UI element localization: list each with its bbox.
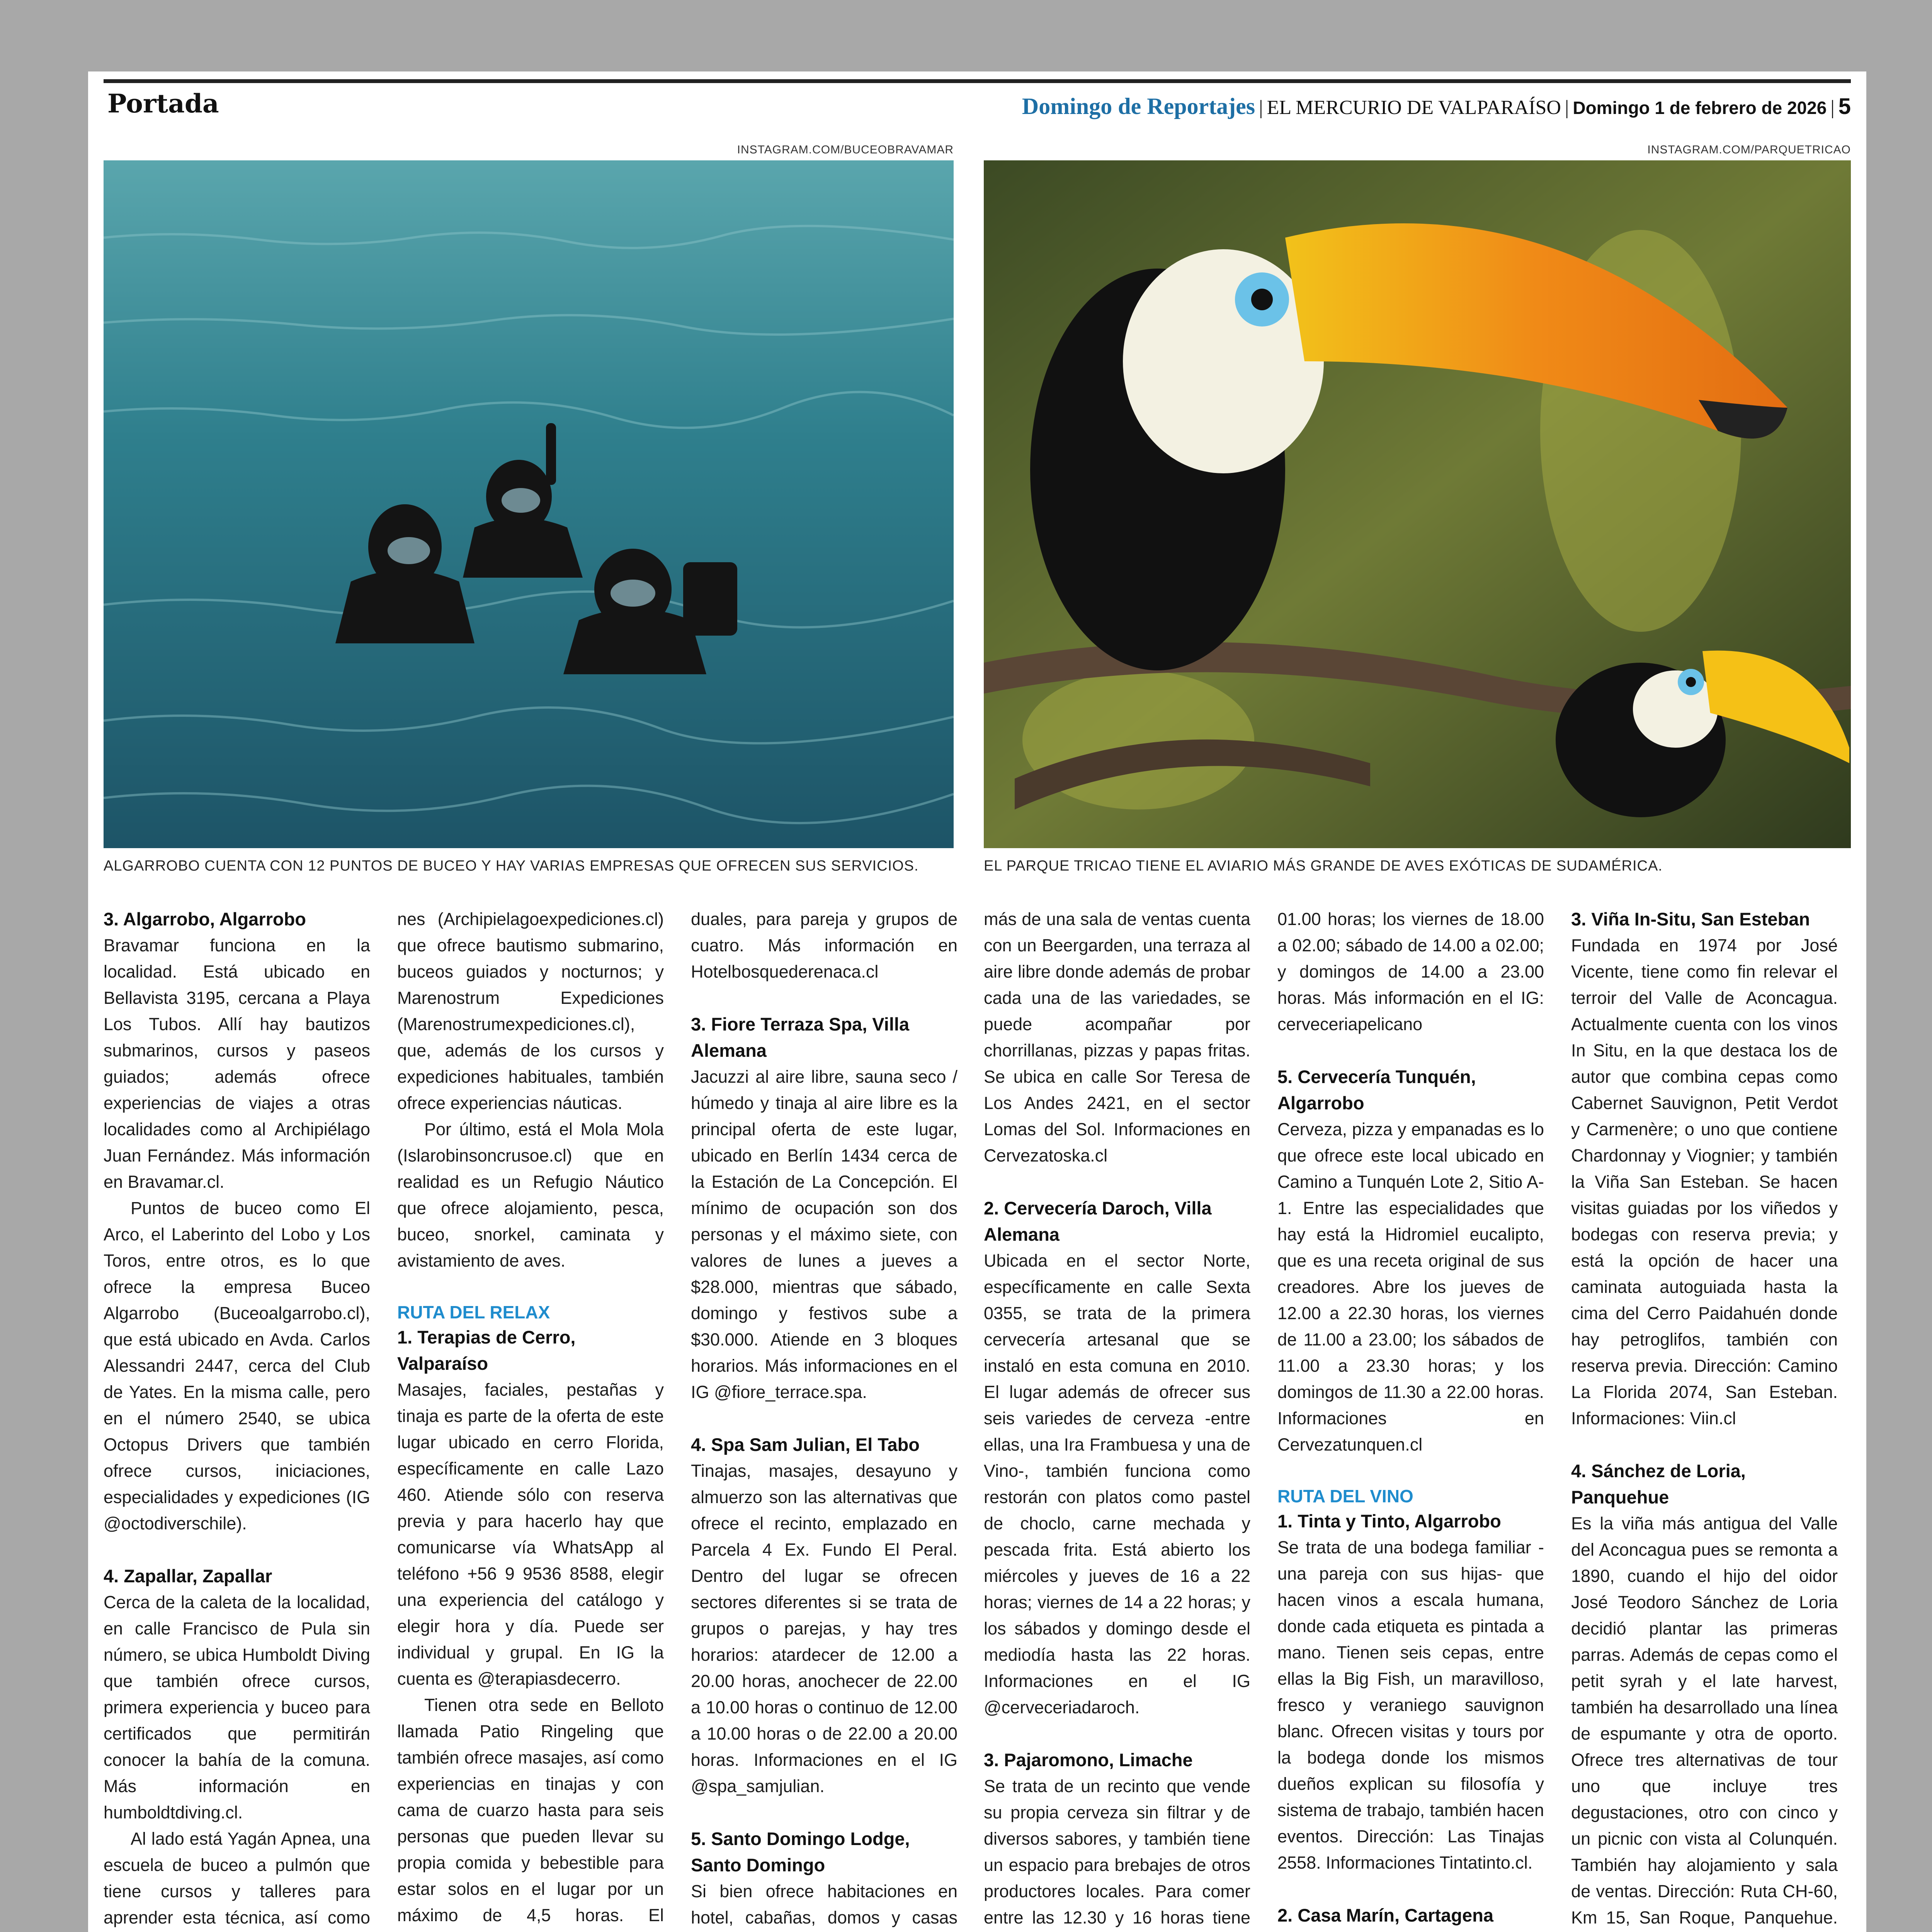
- entry-heading: 3. Algarrobo, Algarrobo: [104, 909, 306, 929]
- newspaper-name: EL MERCURIO DE VALPARAÍSO: [1267, 97, 1561, 119]
- entry-paragraph: Es la viña más antigua del Valle del Aconcagua pues se remonta a 1890, cuando el hijo del oidor José Teodoro Sánchez de Loria decidió plantar las primeras parras. Además de cepas como el petit syrah y el late harvest, también ha desarrollado una línea de espumante y otra de oporto. Ofrece tres alternativas de tour uno que incluye tres degustaciones, otro con cinco y un picnic con vista al Colunquén. También hay alojamiento y sala de ventas. Dirección: Ruta CH-60, Km 15, San Roque, Panquehue.: [1571, 1514, 1838, 1927]
- article-column: [984, 906, 1250, 1932]
- entry-paragraph: [1277, 1929, 1544, 1932]
- entry-paragraph: Jacuzzi al aire libre, sauna seco / húmedo y tinaja al aire libre es la principal oferta de este lugar, ubicado en Berlín 1434 cerca de la Estación de La Concepción. El mínimo de ocupación son dos personas y el máximo siete, con valores de lunes a jueves a $28.000, mientras que sábado, domingo y festivos sube a $30.000. Atiende en 3 bloques horarios. Más informaciones en el IG @fiore_terrace.spa.: [691, 1067, 957, 1402]
- entry-heading: 4. Zapallar, Zapallar: [104, 1566, 272, 1586]
- entry-paragraph: Se trata de un recinto que vende su propia cerveza sin filtrar y de diversos sabores, y también tiene un espacio para brebajes de otros productores locales. Para comer entre las 12.30 y 16 horas tiene: [984, 1776, 1250, 1927]
- header-separator: |: [1565, 97, 1569, 119]
- entry-paragraph: Al lado está Yagán Apnea, una escuela de buceo a pulmón que tiene cursos y talleres para aprender esta técnica, así como: [104, 1829, 370, 1927]
- entry-heading: 3. Viña In-Situ, San Esteban: [1571, 909, 1810, 929]
- page-number: 5: [1838, 94, 1851, 119]
- entry-heading: 5. Cervecería Tunquén, Algarrobo: [1277, 1066, 1476, 1113]
- spacer: [1277, 1876, 1544, 1902]
- entry-paragraph: Bravamar funciona en la localidad. Está ubicado en Bellavista 3195, cercana a Playa Los Tubos. Allí hay bautizos submarinos, cursos y paseos guiados; además ofrece experiencias de viajes a otras localidades como al Archipiélago Juan Fernández. Más información en Bravamar.cl.: [104, 935, 370, 1192]
- header-meta: [1022, 93, 1851, 120]
- article-column: [1277, 906, 1544, 1932]
- supplement-name: Domingo de Reportajes: [1022, 94, 1255, 119]
- section-label: Portada: [107, 88, 219, 119]
- entry-heading: 1. Tinta y Tinto, Algarrobo: [1277, 1511, 1501, 1531]
- entry-paragraph: más de una sala de ventas cuenta con un Beergarden, una terraza al aire libre donde además de probar cada una de las variedades, se puede acompañar por chorrillanas, pizzas y papas fritas. Se ubica en calle Sor Teresa de Los Andes 2421, en el sector Lomas del Sol. Informaciones en Cervezatoska.cl: [984, 909, 1250, 1165]
- header-separator: |: [1259, 97, 1263, 119]
- spacer: [691, 985, 957, 1011]
- entry-paragraph: Tinajas, masajes, desayuno y almuerzo son las alternativas que ofrece el recinto, emplazado en Parcela 4 Ex. Fundo El Peral. Dentro del lugar se ofrecen sectores diferentes si se trata de grupos o parejas, y hay tres horarios: atardecer de 12.00 a 20.00 horas, anochecer de 22.00 a 10.00 horas o continuo de 12.00 a 10.00 horas o de 22.00 a 20.00 horas. Informaciones en el IG @spa_samjulian.: [691, 1461, 957, 1796]
- route-section-title: RUTA DEL VINO: [1277, 1486, 1413, 1506]
- article-column: [104, 906, 370, 1932]
- entry-heading: 3. Fiore Terraza Spa, Villa Alemana: [691, 1014, 910, 1061]
- publication-date: Domingo 1 de febrero de 2026: [1573, 98, 1827, 118]
- entry-paragraph: Masajes, faciales, pestañas y tinaja es parte de la oferta de este lugar ubicado en cerro Florida, específicamente en calle Lazo 460. Atiende sólo con reserva previa y para hacerlo hay que comunicarse vía WhatsApp al teléfono +56 9 9536 8588, elegir una experiencia del catálogo y elegir hora y día. Puede ser individual y grupal. En IG la cuenta es @terapiasdecerro.: [397, 1380, 664, 1689]
- spacer: [984, 1169, 1250, 1195]
- page-header: [104, 79, 1851, 120]
- entry-paragraph: duales, para pareja y grupos de cuatro. Más información en Hotelbosquederenaca.cl: [691, 909, 957, 981]
- spacer: [1277, 1037, 1544, 1064]
- divers-photo: [104, 160, 954, 848]
- entry-paragraph: 01.00 horas; los viernes de 18.00 a 02.00; sábado de 14.00 a 02.00; y domingos de 14.00 a 23.00 horas. Más información en el IG: cerveceriapelicano: [1277, 909, 1544, 1034]
- entry-heading: 1. Terapias de Cerro, Valparaíso: [397, 1327, 576, 1374]
- entry-heading: 4. Spa Sam Julian, El Tabo: [691, 1434, 920, 1455]
- entry-paragraph: Cerca de la caleta de la localidad, en calle Francisco de Pula sin número, se ubica Humboldt Diving que también ofrece cursos, primera experiencia y buceo para certificados que permitirán conocer la bahía de la comuna. Más información en humboldtdiving.cl.: [104, 1592, 370, 1822]
- entry-paragraph: Por último, está el Mola Mola (Islarobinsoncrusoe.cl) que en realidad es un Refugio Náutico que ofrece alojamiento, pesca, buceo, snorkel, caminata y avistamiento de aves.: [397, 1119, 664, 1270]
- spacer: [691, 1799, 957, 1826]
- spacer: [397, 1274, 664, 1300]
- entry-paragraph: Ubicada en el sector Norte, específicamente en calle Sexta 0355, se trata de la primera cervecería artesanal que se instaló en esta comuna en 2010. El lugar además de ofrecer sus seis variedes de cerveza -entre ellas, una Ira Frambuesa y una de Vino-, también funciona como restorán con platos como pastel de choclo, carne mechada y pescada frita. Está abierto los miércoles y jueves de 16 a 22 horas; viernes de 14 a 22 horas; y los sábados y domingo desde el mediodía hasta las 22 horas. Informaciones en el IG @cerveceriadaroch.: [984, 1251, 1250, 1717]
- route-section-title: RUTA DEL RELAX: [397, 1302, 550, 1322]
- entry-paragraph: Si bien ofrece habitaciones en hotel, cabañas, domos y casas: [691, 1881, 957, 1927]
- photo-caption: EL PARQUE TRICAO TIENE EL AVIARIO MÁS GRANDE DE AVES EXÓTICAS DE SUDAMÉRICA.: [984, 858, 1663, 874]
- article-column: [397, 906, 664, 1932]
- entry-paragraph: Tienen otra sede en Belloto llamada Patio Ringeling que también ofrece masajes, así como experiencias en tinajas y con cama de cuarzo hasta para seis personas que pueden llevar su propia comida y bebestible para estar solos en el lugar por un máximo de 4,5 horas. El: [397, 1695, 664, 1925]
- entry-paragraph: Se trata de una bodega familiar -una pareja con sus hijas- que hacen vinos a escala humana, donde cada etiqueta es pintada a mano. Tienen seis cepas, entre ellas la Big Fish, un maravilloso, fresco y veraniego sauvignon blanc. Ofrecen visitas y tours por la bodega donde los mismos dueños explican su filosofía y sistema de trabajo, también hacen eventos. Dirección: Las Tinajas 2558. Informaciones Tintatinto.cl.: [1277, 1537, 1544, 1872]
- spacer: [984, 1721, 1250, 1747]
- entry-heading: 4. Sánchez de Loria, Panquehue: [1571, 1461, 1746, 1507]
- article-column: [1571, 906, 1838, 1932]
- photo-caption: ALGARROBO CUENTA CON 12 PUNTOS DE BUCEO Y HAY VARIAS EMPRESAS QUE OFRECEN SUS SERVICIOS.: [104, 858, 919, 874]
- header-separator: |: [1830, 97, 1835, 119]
- entry-heading: 5. Santo Domingo Lodge, Santo Domingo: [691, 1828, 910, 1875]
- entry-paragraph: Fundada en 1974 por José Vicente, tiene como fin relevar el terroir del Valle de Aconcagua. Actualmente cuenta con los vinos In Situ, en la que destaca los de autor que combina cepas como Cabernet Sauvignon, Petit Verdot y Carmenère; o uno que contiene Chardonnay y Viognier; y también la Viña San Esteban. Se hacen visitas guiadas por los viñedos y bodegas con reserva previa; y está la opción de hacer una caminata autoguiada hasta la cima del Cerro Paidahuén donde hay petroglifos, también con reserva previa. Dirección: Camino La Florida 2074, San Esteban. Informaciones: Viin.cl: [1571, 935, 1838, 1428]
- entry-paragraph: nes (Archipielagoexpediciones.cl) que ofrece bautismo submarino, buceos guiados y nocturnos; y Marenostrum Expediciones (Marenostrumexpediciones.cl), que, además de los cursos y expediciones habituales, también ofrece experiencias náuticas.: [397, 909, 664, 1113]
- spacer: [1571, 1432, 1838, 1458]
- entry-paragraph: Puntos de buceo como El Arco, el Laberinto del Lobo y Los Toros, entre otros, es lo que ofrece la empresa Buceo Algarrobo (Buceoalgarrobo.cl), que está ubicado en Avda. Carlos Alessandri 2447, cerca del Club de Yates. En la misma calle, pero en el número 2540, se ubica Octopus Drivers que también ofrece cursos, iniciaciones, especialidades y expediciones (IG @octodiverschile).: [104, 1198, 370, 1533]
- entry-paragraph: Cerveza, pizza y empanadas es lo que ofrece este local ubicado en Camino a Tunquén Lote 2, Sitio A-1. Entre las especialidades que hay está la Hidromiel eucalipto, que es una receta original de sus creadores. Abre los jueves de 12.00 a 22.30 horas, los viernes de 11.00 a 23.00; los sábados de 11.00 a 23.30 horas; y los domingos de 11.30 a 22.00 horas. Informaciones en Cervezatunquen.cl: [1277, 1119, 1544, 1454]
- spacer: [691, 1405, 957, 1432]
- photo-credit: INSTAGRAM.COM/PARQUETRICAO: [1647, 143, 1851, 156]
- entry-heading: 2. Cervecería Daroch, Villa Alemana: [984, 1198, 1212, 1245]
- article-column: [691, 906, 957, 1932]
- photo-credit: INSTAGRAM.COM/BUCEOBRAVAMAR: [737, 143, 954, 156]
- entry-heading: 3. Pajaromono, Limache: [984, 1750, 1193, 1770]
- spacer: [1277, 1458, 1544, 1484]
- entry-heading: 2. Casa Marín, Cartagena: [1277, 1905, 1493, 1925]
- toucans-photo: [984, 160, 1851, 848]
- spacer: [104, 1537, 370, 1563]
- newspaper-page: [88, 71, 1866, 1932]
